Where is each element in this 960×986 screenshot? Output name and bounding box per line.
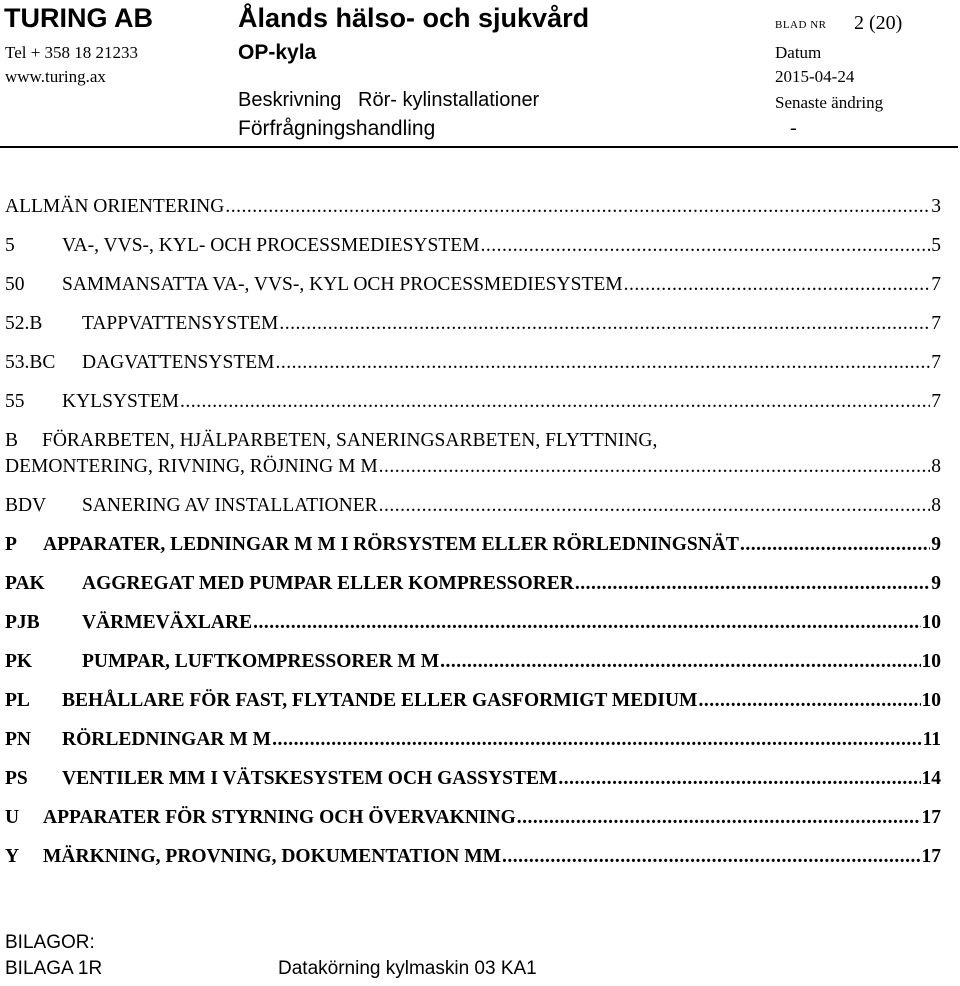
toc-title: VENTILER MM I VÄTSKESYSTEM OCH GASSYSTEM [62,768,558,789]
toc-entry[interactable] [5,313,941,335]
toc-entry[interactable] [5,495,941,517]
toc-title: PUMPAR, LUFTKOMPRESSORER M M [82,651,440,672]
sheet-number-label: BLAD NR [775,19,827,31]
toc-code: 55 [5,391,25,412]
appendix-code: BILAGA 1R [5,958,103,979]
appendix-title: Datakörning kylmaskin 03 KA1 [278,958,537,979]
toc-entry[interactable] [5,768,941,790]
toc-title: SANERING AV INSTALLATIONER [82,495,378,516]
toc-page: 7 [931,352,941,373]
toc-code: PL [5,690,30,711]
date-label: Datum [775,43,822,62]
toc-page: 10 [921,612,941,633]
toc-code: 52.B [5,313,43,334]
toc-entry[interactable] [5,456,941,478]
toc-code: U [5,807,20,828]
toc-title: TAPPVATTENSYSTEM [82,313,279,334]
toc-code: 5 [5,235,15,256]
toc-code: 50 [5,274,25,295]
toc-leader [517,807,921,829]
toc-leader [558,768,920,790]
toc-code: PN [5,729,31,750]
toc-entry[interactable] [5,690,941,712]
toc-code: P [5,534,17,555]
toc-code: PK [5,651,33,672]
toc-entry[interactable] [5,196,941,218]
company-website: www.turing.ax [5,67,106,86]
toc-leader [740,534,930,556]
toc-code: 53.BC [5,352,56,373]
toc-page: 10 [921,651,941,672]
toc-entry[interactable] [5,573,941,595]
toc-leader [253,612,920,634]
toc-title: FÖRARBETEN, HJÄLPARBETEN, SANERINGSARBETEN, FLYTTNING, [42,430,658,451]
toc-title: APPARATER, LEDNINGAR M M I RÖRSYSTEM ELLER RÖRLEDNINGSNÄT [43,534,739,555]
toc-entry-first-line[interactable] [5,430,657,452]
toc-entry[interactable] [5,534,941,556]
toc-entry[interactable] [5,391,941,413]
toc-leader [624,274,931,296]
toc-title: RÖRLEDNINGAR M M [62,729,272,750]
toc-leader [180,391,930,413]
toc-title: KYLSYSTEM [62,391,180,412]
toc-page: 17 [921,846,941,867]
toc-leader [502,846,920,868]
toc-leader [440,651,920,673]
toc-title-continued: DEMONTERING, RIVNING, RÖJNING M M [5,456,378,477]
last-changed-value: - [790,117,797,139]
toc-leader [225,196,930,218]
toc-code: PAK [5,573,45,594]
toc-page: 11 [922,729,941,750]
toc-code: B [5,430,19,451]
toc-entry[interactable] [5,729,941,751]
toc-page: 7 [931,391,941,412]
toc-leader [698,690,920,712]
toc-title: VA-, VVS-, KYL- OCH PROCESSMEDIESYSTEM [62,235,480,256]
toc-leader [379,495,931,517]
toc-title: VÄRMEVÄXLARE [82,612,253,633]
toc-title: SAMMANSATTA VA-, VVS-, KYL OCH PROCESSMEDIESYSTEM [62,274,623,295]
sheet-number: 2 (20) [854,12,903,34]
toc-entry[interactable] [5,807,941,829]
toc-code: Y [5,846,20,867]
date-value: 2015-04-24 [775,67,855,86]
toc-entry[interactable] [5,651,941,673]
last-changed-label: Senaste ändring [775,93,884,112]
company-phone: Tel + 358 18 21233 [5,43,139,62]
toc-entry[interactable] [5,846,941,868]
toc-entry[interactable] [5,612,941,634]
toc-code: PS [5,768,28,789]
toc-page: 7 [931,274,941,295]
toc-leader [575,573,930,595]
document-description: Beskrivning Rör- kylinstallationer [238,89,540,111]
toc-code: BDV [5,495,47,516]
toc-page: 3 [931,196,941,217]
toc-page: 7 [931,313,941,334]
organization-name: Ålands hälso- och sjukvård [238,3,590,33]
toc-leader [481,235,931,257]
toc-page: 8 [931,456,941,477]
toc-title: DAGVATTENSYSTEM [82,352,275,373]
toc-entry[interactable] [5,235,941,257]
toc-page: 17 [921,807,941,828]
toc-code: PJB [5,612,40,633]
toc-page: 10 [921,690,941,711]
appendices-heading: BILAGOR: [5,932,95,953]
toc-title: AGGREGAT MED PUMPAR ELLER KOMPRESSORER [82,573,574,594]
project-name: OP-kyla [238,41,317,64]
document-stage: Förfrågningshandling [238,117,436,140]
header-divider [0,146,958,148]
toc-leader [379,456,931,478]
toc-title: ALLMÄN ORIENTERING [5,196,225,217]
toc-page: 5 [931,235,941,256]
toc-title: MÄRKNING, PROVNING, DOKUMENTATION MM [43,846,502,867]
toc-entry[interactable] [5,274,941,296]
toc-entry[interactable] [5,352,941,374]
toc-page: 8 [931,495,941,516]
toc-leader [276,352,931,374]
toc-title: APPARATER FÖR STYRNING OCH ÖVERVAKNING [43,807,516,828]
toc-page: 9 [931,573,941,594]
company-name: TURING AB [4,3,153,33]
toc-page: 9 [931,534,941,555]
toc-leader [272,729,921,751]
toc-page: 14 [921,768,941,789]
toc-title: BEHÅLLARE FÖR FAST, FLYTANDE ELLER GASFORMIGT MEDIUM [62,690,698,711]
toc-leader [279,313,930,335]
